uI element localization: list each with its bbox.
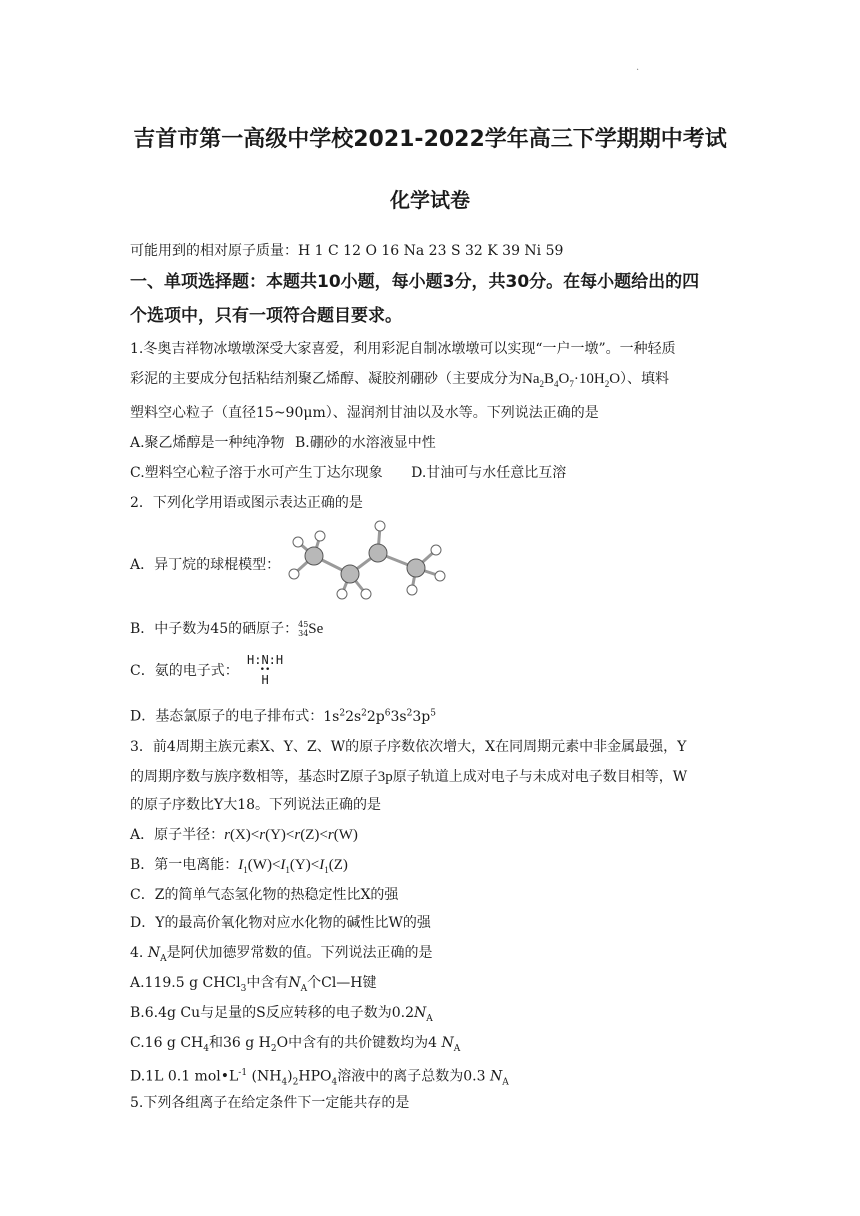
q4-option-c: C.16 g $CH_4$和36 g $H_2O$中含有的共价键数均为4 $N_A$	[130, 1035, 461, 1054]
q2-option-c: C．氨的电子式：	[130, 663, 239, 679]
corner-mark: .	[636, 62, 640, 73]
q3-option-d: D．Y的最高价氧化物对应水化物的碱性比W的强	[130, 915, 431, 931]
q1-line2	[130, 370, 669, 393]
q2-option-a: A．异丁烷的球棍模型：	[130, 557, 281, 573]
q2-stem: 2．下列化学用语或图示表达正确的是	[130, 495, 363, 511]
q1-option-b: B.硼砂的水溶液显中性	[295, 435, 436, 451]
q1-line2-post: ）、填料	[620, 371, 670, 387]
q4-option-a: A.119.5 g CHCl$_3$中含有$N_A$个Cl—H键	[130, 975, 377, 994]
q1-option-d: D.甘油可与水任意比互溶	[411, 465, 567, 481]
section1-line1: 一、单项选择题：本题共10小题，每小题3分，共30分。在每小题给出的四	[130, 272, 700, 292]
isobutane-ball-stick-model	[284, 518, 454, 608]
q3-ionization-order: $I_1(W)<I_1(Y)<I_1(Z)$	[238, 857, 348, 875]
q2-option-d: D．基态氯原子的电子排布式：$1s^22s^22p^63s^23p^5$	[130, 708, 436, 725]
q1-options-ab	[130, 434, 436, 452]
q1-line1: 1.冬奥吉祥物冰墩墩深受大家喜爱，利用彩泥自制冰墩墩可以实现“一户一墩”。一种轻质	[130, 341, 676, 357]
cl-electron-configuration: $1s^22s^22p^63s^23p^5$	[323, 708, 436, 725]
page-subtitle: 化学试卷	[390, 188, 470, 212]
q3-radius-order: r(X)<r(Y)<r(Z)<r(W)	[224, 827, 358, 843]
q1-options-cd	[130, 464, 566, 482]
q3-line2: 的周期序数与族序数相等，基态时Z原子3p原子轨道上成对电子与未成对电子数目相等，W	[130, 769, 688, 785]
q1-line3: 塑料空心粒子（直径15~90μm）、湿润剂甘油以及水等。下列说法正确的是	[130, 405, 599, 421]
q3-line1: 3．前4周期主族元素X、Y、Z、W的原子序数依次增大，X在同周期元素中非金属最强，Y	[130, 739, 687, 755]
q1-line2-pre: 彩泥的主要成分包括粘结剂聚乙烯醇、凝胶剂硼砂（主要成分为	[130, 371, 522, 387]
q1-option-c: C.塑料空心粒子溶于水可产生丁达尔现象	[130, 465, 383, 481]
page-title: 吉首市第一高级中学校2021-2022学年高三下学期期中考试	[133, 127, 727, 152]
q3-line3: 的原子序数比Y大18。下列说法正确的是	[130, 797, 382, 813]
section1-line2: 个选项中，只有一项符合题目要求。	[130, 306, 402, 326]
q4-option-d: D.1L 0.1 $mol•L^{-1}$ $(NH_4)_2HPO_4$溶液中的离子总数为0.3 $N_A$	[130, 1068, 509, 1088]
q3-option-c: C．Z的简单气态氢化物的热稳定性比X的强	[130, 887, 399, 903]
q2-option-b	[130, 620, 323, 638]
q3-option-a: A．原子半径：r(X)<r(Y)<r(Z)<r(W)	[130, 827, 358, 843]
se-symbol: Se	[308, 621, 324, 637]
q5-stem: 5.下列各组离子在给定条件下一定能共存的是	[130, 1095, 410, 1111]
lone-pair-dots: ••	[259, 665, 271, 675]
se-nuclide-numbers: 45 34	[298, 620, 309, 638]
ammonia-electron-formula: H:N:H •• H	[247, 653, 284, 687]
q3-option-b: B．第一电离能：$I_1(W)<I_1(Y)<I_1(Z)$	[130, 857, 348, 875]
q4-option-b: B.6.4g Cu与足量的S反应转移的电子数为$0.2N_A$	[130, 1005, 433, 1024]
borax-formula: $Na_2B_4O_7\cdot 10H_2O$	[522, 371, 621, 389]
q2-option-b-text: B．中子数为45的硒原子：	[130, 621, 299, 637]
q3-3p: 3p	[377, 769, 393, 785]
atomic-masses: 可能用到的相对原子质量：H 1 C 12 O 16 Na 23 S 32 K 39 Ni 59	[130, 243, 564, 259]
q1-option-a: A.聚乙烯醇是一种纯净物	[130, 435, 285, 451]
q4-stem: 4. $N_A$是阿伏加德罗常数的值。下列说法正确的是	[130, 945, 433, 964]
